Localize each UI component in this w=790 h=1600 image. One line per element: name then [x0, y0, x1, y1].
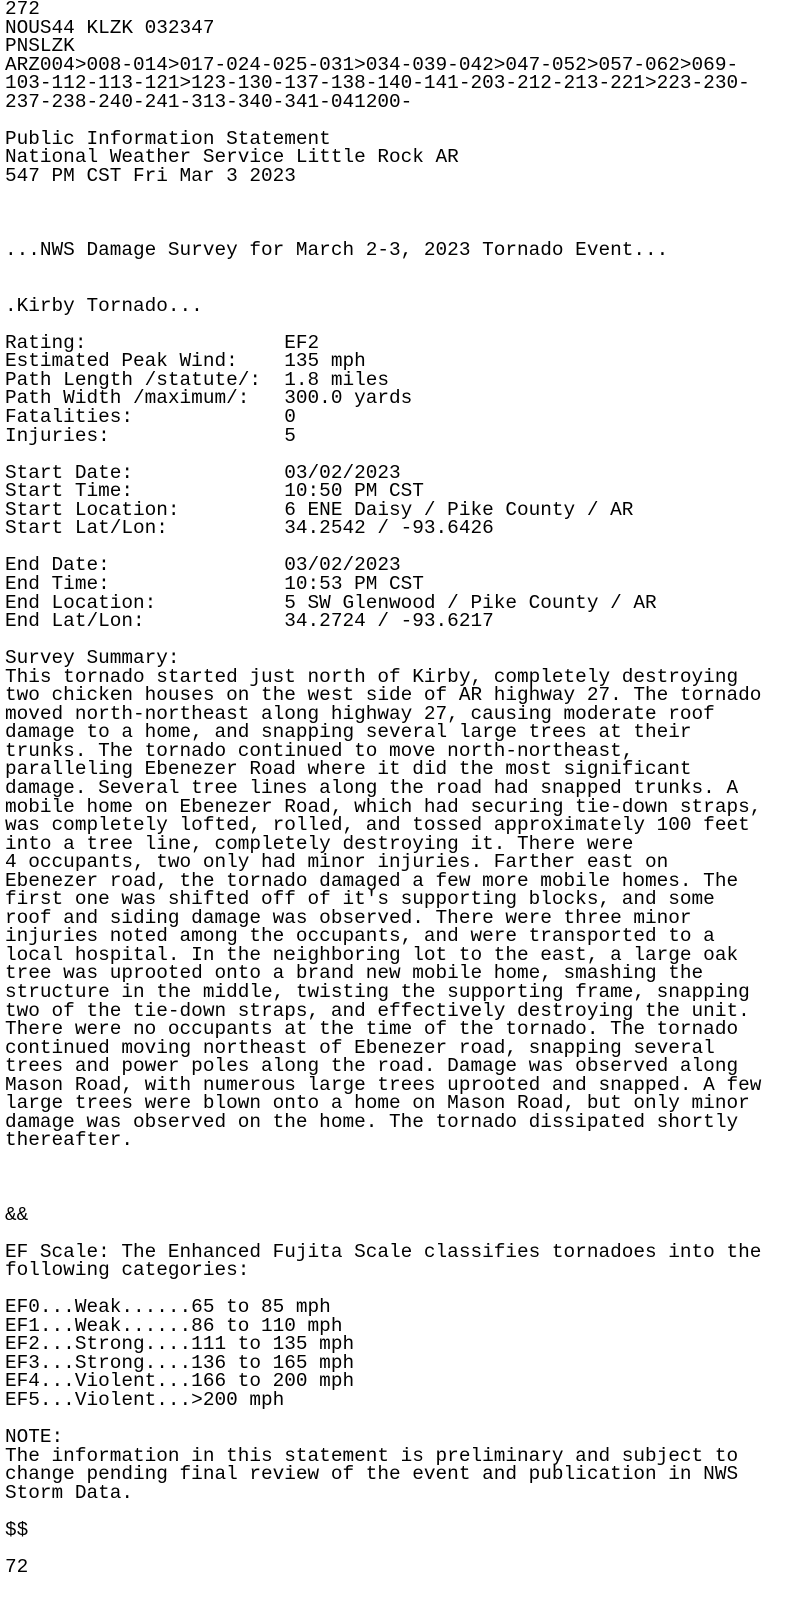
product-id-line: 272 [5, 0, 40, 20]
end-lat-lon: End Lat/Lon: 34.2724 / -93.6217 [5, 610, 494, 633]
summary-line: into a tree line, completely destroying it. There were [5, 832, 634, 855]
summary-line: damage. Several tree lines along the road had snapped trunks. A [5, 776, 739, 799]
end-date: End Date: 03/02/2023 [5, 554, 401, 577]
end-time: End Time: 10:53 PM CST [5, 572, 424, 595]
summary-line: trees and power poles along the road. Damage was observed along [5, 1055, 739, 1078]
stat-fatalities: Fatalities: 0 [5, 406, 296, 429]
ef-category-ef4: EF4...Violent...166 to 200 mph [5, 1370, 355, 1393]
summary-line: This tornado started just north of Kirby, completely destroying [5, 665, 739, 688]
start-lat-lon: Start Lat/Lon: 34.2542 / -93.6426 [5, 517, 494, 540]
note-line: Storm Data. [5, 1481, 133, 1504]
ef-category-ef0: EF0...Weak......65 to 85 mph [5, 1296, 331, 1319]
start-date: Start Date: 03/02/2023 [5, 461, 401, 484]
summary-line: two chicken houses on the west side of AR highway 27. The tornado [5, 684, 762, 707]
summary-line: was completely lofted, rolled, and tossed approximately 100 feet [5, 814, 750, 837]
summary-line: trunks. The tornado continued to move north-northeast, [5, 739, 634, 762]
zone-codes-line: 103-112-113-121>123-130-137-138-140-141-203-212-213-221>223-230- [5, 72, 750, 95]
summary-line: two of the tie-down straps, and effectively destroying the unit. [5, 999, 750, 1022]
note-label: NOTE: [5, 1426, 64, 1449]
summary-line: Ebenezer road, the tornado damaged a few more mobile homes. The [5, 869, 739, 892]
issue-time: 547 PM CST Fri Mar 3 2023 [5, 164, 296, 187]
stat-injuries: Injuries: 5 [5, 424, 296, 447]
stat-rating: Rating: EF2 [5, 331, 320, 354]
stat-path-length: Path Length /statute/: 1.8 miles [5, 368, 389, 391]
zone-codes-line: ARZ004>008-014>017-024-025-031>034-039-042>047-052>057-062>069- [5, 53, 739, 76]
summary-line: Mason Road, with numerous large trees uprooted and snapped. A few [5, 1073, 762, 1096]
headline: ...NWS Damage Survey for March 2-3, 2023 Tornado Event... [5, 239, 669, 262]
stat-peak-wind: Estimated Peak Wind: 135 mph [5, 350, 366, 373]
ef-scale-intro: following categories: [5, 1259, 250, 1282]
summary-line: damage to a home, and snapping several large trees at their [5, 721, 692, 744]
tornado-name: .Kirby Tornado... [5, 294, 203, 317]
wmo-header-line: NOUS44 KLZK 032347 [5, 16, 215, 39]
note-line: The information in this statement is preliminary and subject to [5, 1444, 739, 1467]
summary-line: continued moving northeast of Ebenezer road, snapping several [5, 1036, 715, 1059]
summary-line: roof and siding damage was observed. There were three minor [5, 906, 692, 929]
summary-line: paralleling Ebenezer Road where it did the most significant [5, 758, 692, 781]
summary-line: thereafter. [5, 1129, 133, 1152]
summary-line: tree was uprooted onto a brand new mobile home, smashing the [5, 962, 704, 985]
summary-line: damage was observed on the home. The tornado dissipated shortly [5, 1110, 739, 1133]
note-line: change pending final review of the event and publication in NWS [5, 1463, 739, 1486]
summary-line: first one was shifted off of it's supporting blocks, and some [5, 888, 715, 911]
summary-line: large trees were blown onto a home on Mason Road, but only minor [5, 1092, 750, 1115]
ef-category-ef3: EF3...Strong....136 to 165 mph [5, 1351, 355, 1374]
start-time: Start Time: 10:50 PM CST [5, 480, 424, 503]
summary-line: structure in the middle, twisting the supporting frame, snapping [5, 980, 750, 1003]
ef-scale-intro: EF Scale: The Enhanced Fujita Scale classifies tornadoes into the [5, 1240, 762, 1263]
summary-line: local hospital. In the neighboring lot to the east, a large oak [5, 943, 739, 966]
ef-category-ef2: EF2...Strong....111 to 135 mph [5, 1333, 355, 1356]
start-location: Start Location: 6 ENE Daisy / Pike County / AR [5, 498, 634, 521]
stat-path-width: Path Width /maximum/: 300.0 yards [5, 387, 413, 410]
ef-category-ef1: EF1...Weak......86 to 110 mph [5, 1314, 343, 1337]
summary-line: mobile home on Ebenezer Road, which had securing tie-down straps, [5, 795, 762, 818]
summary-line: 4 occupants, two only had minor injuries. Farther east on [5, 851, 669, 874]
section-separator: && [5, 1203, 29, 1226]
summary-line: There were no occupants at the time of the tornado. The tornado [5, 1018, 739, 1041]
summary-line: moved north-northeast along highway 27, causing moderate roof [5, 702, 715, 725]
end-location: End Location: 5 SW Glenwood / Pike County / AR [5, 591, 657, 614]
statement-title: Public Information Statement [5, 127, 331, 150]
survey-summary-label: Survey Summary: [5, 647, 180, 670]
awips-id-line: PNSLZK [5, 35, 75, 58]
zone-codes-line: 237-238-240-241-313-340-341-041200- [5, 90, 413, 113]
footer-id: 72 [5, 1555, 29, 1578]
summary-line: injuries noted among the occupants, and were transported to a [5, 925, 715, 948]
end-of-product-marker: $$ [5, 1518, 29, 1541]
ef-category-ef5: EF5...Violent...>200 mph [5, 1389, 285, 1412]
issuing-office: National Weather Service Little Rock AR [5, 146, 459, 169]
